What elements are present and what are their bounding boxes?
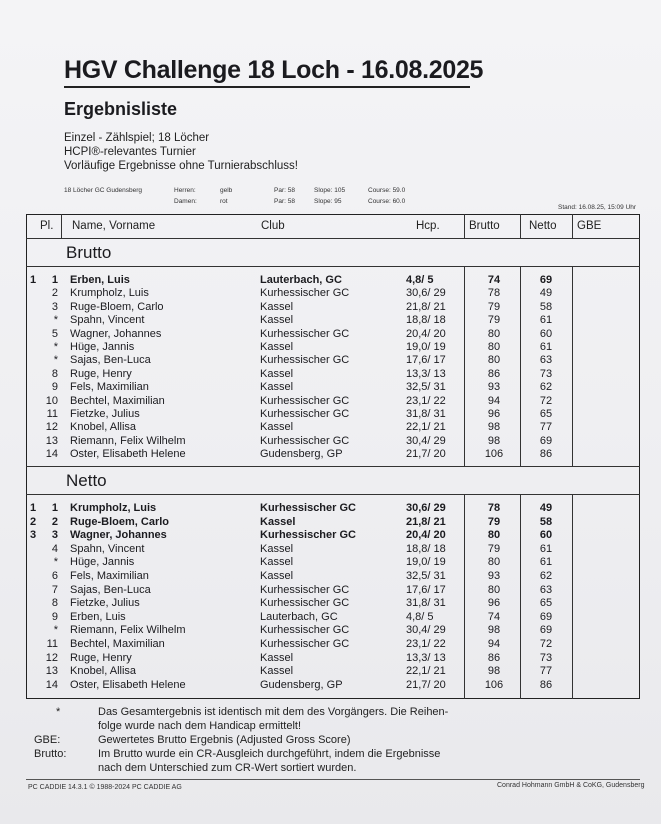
club-name: Kassel (260, 542, 294, 555)
netto-score: 60 (539, 529, 553, 542)
player-name: Hüge, Jannis (70, 341, 135, 353)
col-header-gbe: GBE (577, 220, 602, 232)
table-row (26, 665, 640, 679)
player-name: Erben, Luis (70, 610, 126, 623)
club-name: Kurhessischer GC (260, 502, 356, 514)
netto-score: 86 (539, 678, 553, 691)
netto-score: 65 (539, 408, 553, 420)
brutto-score: 80 (487, 341, 501, 353)
brutto-score: 98 (487, 665, 501, 678)
handicap: 31,8/ 31 (406, 408, 446, 420)
damen-label: Damen: (174, 198, 197, 205)
netto-score: 61 (539, 341, 553, 353)
table-row (26, 354, 640, 368)
handicap: 18,8/ 18 (406, 314, 446, 327)
brutto-score: 96 (487, 408, 501, 420)
player-name: Erben, Luis (70, 274, 130, 286)
netto-score: 61 (539, 314, 553, 327)
club-name: Kassel (260, 381, 294, 394)
damen-course: Course: 60.0 (368, 198, 406, 205)
col-header-hcp: Hcp. (416, 220, 440, 232)
brutto-score: 80 (487, 354, 501, 367)
page-subtitle: Ergebnisliste (64, 99, 178, 119)
table-row (26, 287, 640, 301)
page-title: HGV Challenge 18 Loch - 16.08.2025 (64, 56, 484, 84)
rank: 3 (51, 300, 58, 313)
netto-score: 77 (539, 665, 553, 678)
herren-course: Course: 59.0 (368, 187, 406, 194)
player-name: Fels, Maximilian (70, 570, 149, 582)
rank: * (53, 314, 58, 327)
player-name: Oster, Elisabeth Helene (70, 678, 186, 691)
rank: 5 (51, 327, 58, 340)
info-line-mode: Einzel - Zählspiel; 18 Löcher (64, 132, 210, 144)
handicap: 31,8/ 31 (406, 597, 446, 610)
table-row (26, 584, 640, 598)
table-row (26, 543, 640, 557)
rank-total: 2 (30, 515, 37, 528)
table-row (26, 395, 640, 409)
handicap: 13,3/ 13 (406, 651, 446, 664)
table-row (26, 679, 640, 693)
rank: 14 (45, 448, 58, 461)
table-mid-divider (26, 466, 640, 467)
player-name: Fietzke, Julius (70, 408, 140, 420)
course-name: 18 Löcher GC Gudensberg (64, 187, 143, 194)
table-row (26, 421, 640, 435)
brutto-score: 78 (487, 287, 501, 300)
club-name: Kurhessischer GC (260, 529, 356, 542)
club-name: Kassel (260, 570, 294, 582)
handicap: 17,6/ 17 (406, 354, 446, 367)
handicap: 32,5/ 31 (406, 570, 446, 582)
brutto-score: 98 (487, 624, 501, 637)
rank: 12 (45, 651, 58, 664)
col-header-club: Club (261, 220, 285, 232)
netto-score: 69 (539, 434, 553, 447)
table-row (26, 328, 640, 342)
player-name: Knobel, Allisa (70, 665, 137, 678)
handicap: 21,7/ 20 (406, 678, 446, 691)
brutto-score: 98 (487, 434, 501, 447)
table-row (26, 381, 640, 395)
brutto-section-divider (26, 266, 640, 267)
col-divider-pl (61, 214, 62, 238)
brutto-score: 74 (487, 274, 501, 286)
handicap: 19,0/ 19 (406, 341, 446, 353)
club-name: Kurhessischer GC (260, 394, 350, 407)
rank: 13 (45, 434, 58, 447)
software-credit: PC CADDIE 14.3.1 © 1988-2024 PC CADDIE AG (28, 784, 182, 791)
netto-score: 73 (539, 651, 553, 664)
rank: 6 (51, 570, 58, 582)
brutto-score: 78 (487, 502, 501, 514)
table-row (26, 408, 640, 422)
table-row (26, 652, 640, 666)
club-name: Lauterbach, GC (260, 610, 338, 623)
table-row (26, 502, 640, 516)
handicap: 20,4/ 20 (406, 529, 446, 542)
rank: 8 (51, 597, 58, 610)
netto-score: 58 (539, 300, 553, 313)
handicap: 18,8/ 18 (406, 542, 446, 555)
table-row (26, 638, 640, 652)
brutto-score: 96 (487, 597, 501, 610)
brutto-score: 80 (487, 327, 501, 340)
brutto-score: 79 (487, 314, 501, 327)
netto-score: 58 (539, 515, 553, 528)
brutto-score: 86 (487, 367, 501, 380)
col-header-name: Name, Vorname (72, 220, 156, 232)
club-name: Kurhessischer GC (260, 583, 350, 596)
handicap: 23,1/ 22 (406, 394, 446, 407)
brutto-score: 80 (487, 529, 501, 542)
handicap: 32,5/ 31 (406, 381, 446, 394)
netto-score: 63 (539, 583, 553, 596)
netto-score: 73 (539, 367, 553, 380)
player-name: Wagner, Johannes (70, 327, 162, 340)
col-divider-brutto-h (520, 214, 521, 238)
brutto-score: 98 (487, 421, 501, 434)
handicap: 23,1/ 22 (406, 638, 446, 650)
section-title-netto: Netto (66, 471, 107, 490)
player-name: Krumpholz, Luis (70, 287, 149, 300)
netto-score: 60 (539, 327, 553, 340)
club-name: Kassel (260, 367, 294, 380)
club-name: Kurhessischer GC (260, 597, 350, 610)
rank: 1 (51, 274, 58, 286)
player-name: Sajas, Ben-Luca (70, 583, 151, 596)
organizer-credit: Conrad Hohmann GmbH & CoKG, Gudensberg (497, 782, 645, 789)
netto-score: 72 (539, 394, 553, 407)
brutto-score: 106 (484, 678, 504, 691)
rank: 8 (51, 367, 58, 380)
handicap: 21,8/ 21 (406, 300, 446, 313)
rank-total: 1 (30, 274, 37, 286)
player-name: Spahn, Vincent (70, 314, 145, 327)
rank: * (53, 354, 58, 367)
netto-score: 61 (539, 542, 553, 555)
rank: 10 (45, 394, 58, 407)
handicap: 4,8/ 5 (406, 274, 434, 286)
rank: 12 (45, 421, 58, 434)
footnote-gbe-text: Gewertetes Brutto Ergebnis (Adjusted Gross Score) (98, 734, 351, 746)
rank: * (53, 341, 58, 353)
footnote-gbe-key: GBE: (34, 734, 61, 746)
brutto-score: 86 (487, 651, 501, 664)
club-name: Kassel (260, 421, 294, 434)
club-name: Kurhessischer GC (260, 434, 350, 447)
club-name: Lauterbach, GC (260, 274, 342, 286)
damen-slope: Slope: 95 (314, 198, 342, 205)
club-name: Kurhessischer GC (260, 638, 350, 650)
brutto-score: 79 (487, 515, 501, 528)
table-row (26, 570, 640, 584)
rank: 4 (51, 542, 58, 555)
netto-score: 61 (539, 556, 553, 569)
brutto-score: 94 (487, 638, 501, 650)
handicap: 4,8/ 5 (406, 610, 434, 623)
brutto-score: 80 (487, 556, 501, 569)
netto-score: 72 (539, 638, 553, 650)
netto-score: 69 (539, 624, 553, 637)
netto-score: 62 (539, 570, 553, 582)
club-name: Kurhessischer GC (260, 354, 350, 367)
info-line-preliminary: Vorläufige Ergebnisse ohne Turnierabschluss! (64, 160, 298, 172)
player-name: Ruge, Henry (70, 367, 132, 380)
damen-tee: rot (220, 198, 228, 205)
rank: * (53, 624, 58, 637)
rank-total: 1 (30, 502, 37, 514)
col-divider-hcp-h (464, 214, 465, 238)
club-name: Gudensberg, GP (260, 678, 343, 691)
player-name: Ruge-Bloem, Carlo (70, 300, 164, 313)
handicap: 20,4/ 20 (406, 327, 446, 340)
footnote-brutto-line1: Im Brutto wurde ein CR-Ausgleich durchgeführt, indem die Ergebnisse (98, 748, 441, 760)
damen-par: Par: 58 (274, 198, 295, 205)
player-name: Ruge, Henry (70, 651, 132, 664)
netto-score: 49 (539, 287, 553, 300)
header-divider (26, 238, 640, 239)
club-name: Kurhessischer GC (260, 287, 350, 300)
rank: 7 (51, 583, 58, 596)
player-name: Riemann, Felix Wilhelm (70, 434, 186, 447)
handicap: 30,4/ 29 (406, 434, 446, 447)
footnote-brutto-line2: nach dem Unterschied zum CR-Wert sortiert wurden. (98, 762, 357, 774)
brutto-score: 94 (487, 394, 501, 407)
handicap: 22,1/ 21 (406, 665, 446, 678)
player-name: Knobel, Allisa (70, 421, 137, 434)
player-name: Spahn, Vincent (70, 542, 145, 555)
player-name: Fels, Maximilian (70, 381, 149, 394)
club-name: Kassel (260, 314, 294, 327)
rank: 2 (51, 287, 58, 300)
netto-score: 49 (539, 502, 553, 514)
brutto-score: 79 (487, 300, 501, 313)
handicap: 30,6/ 29 (406, 287, 446, 300)
rank: * (53, 556, 58, 569)
player-name: Bechtel, Maximilian (70, 638, 165, 650)
col-divider-netto-h (572, 214, 573, 238)
player-name: Hüge, Jannis (70, 556, 135, 569)
club-name: Kurhessischer GC (260, 624, 350, 637)
brutto-score: 106 (484, 448, 504, 461)
table-row (26, 435, 640, 449)
club-name: Kassel (260, 665, 294, 678)
player-name: Wagner, Johannes (70, 529, 167, 542)
handicap: 19,0/ 19 (406, 556, 446, 569)
herren-par: Par: 58 (274, 187, 295, 194)
table-row (26, 301, 640, 315)
club-name: Kassel (260, 556, 294, 569)
table-row (26, 529, 640, 543)
brutto-score: 93 (487, 570, 501, 582)
col-header-brutto: Brutto (469, 220, 500, 232)
table-row (26, 611, 640, 625)
player-name: Krumpholz, Luis (70, 502, 157, 514)
club-name: Kassel (260, 341, 294, 353)
brutto-score: 79 (487, 542, 501, 555)
rank: 9 (51, 381, 58, 394)
rank: 2 (51, 515, 58, 528)
player-name: Oster, Elisabeth Helene (70, 448, 186, 461)
info-line-hcpi: HCPI®-relevantes Turnier (64, 146, 196, 158)
netto-score: 63 (539, 354, 553, 367)
title-underline (64, 86, 470, 88)
rank: 3 (51, 529, 58, 542)
rank-total: 3 (30, 529, 37, 542)
handicap: 21,8/ 21 (406, 515, 446, 528)
netto-score: 86 (539, 448, 553, 461)
club-name: Kassel (260, 515, 296, 528)
player-name: Ruge-Bloem, Carlo (70, 515, 170, 528)
footnote-star-line1: Das Gesamtergebnis ist identisch mit dem des Vorgängers. Die Reihen- (98, 706, 449, 718)
rank: 9 (51, 610, 58, 623)
brutto-score: 93 (487, 381, 501, 394)
stand-timestamp: Stand: 16.08.25, 15:09 Uhr (558, 204, 637, 211)
netto-score: 65 (539, 597, 553, 610)
netto-score: 62 (539, 381, 553, 394)
player-name: Riemann, Felix Wilhelm (70, 624, 186, 637)
handicap: 13,3/ 13 (406, 367, 446, 380)
netto-score: 77 (539, 421, 553, 434)
player-name: Sajas, Ben-Luca (70, 354, 151, 367)
handicap: 30,4/ 29 (406, 624, 446, 637)
herren-tee: gelb (220, 187, 233, 194)
table-row (26, 274, 640, 288)
rank: 14 (45, 678, 58, 691)
footnote-brutto-key: Brutto: (34, 748, 67, 760)
table-row (26, 516, 640, 530)
herren-label: Herren: (174, 187, 196, 194)
table-row (26, 341, 640, 355)
club-name: Kurhessischer GC (260, 408, 350, 420)
handicap: 21,7/ 20 (406, 448, 446, 461)
netto-score: 69 (539, 274, 553, 286)
player-name: Fietzke, Julius (70, 597, 140, 610)
player-name: Bechtel, Maximilian (70, 394, 165, 407)
table-row (26, 597, 640, 611)
section-title-brutto: Brutto (66, 243, 112, 262)
footnote-star-key: * (56, 706, 61, 718)
netto-score: 69 (539, 610, 553, 623)
col-header-pl: Pl. (40, 220, 54, 232)
table-row (26, 556, 640, 570)
club-name: Gudensberg, GP (260, 448, 343, 461)
rank: 11 (46, 638, 58, 650)
col-header-netto: Netto (529, 220, 557, 232)
herren-slope: Slope: 105 (314, 187, 346, 194)
table-row (26, 368, 640, 382)
brutto-score: 80 (487, 583, 501, 596)
table-row (26, 448, 640, 462)
handicap: 17,6/ 17 (406, 583, 446, 596)
rank: 13 (45, 665, 58, 678)
netto-section-divider (26, 494, 640, 495)
table-row (26, 314, 640, 328)
rank: 1 (51, 502, 58, 514)
footer-divider (26, 779, 640, 780)
rank: 11 (46, 408, 58, 420)
footnote-star-line2: folge wurde nach dem Handicap ermittelt! (98, 720, 301, 732)
brutto-score: 74 (487, 610, 501, 623)
handicap: 30,6/ 29 (406, 502, 446, 514)
club-name: Kurhessischer GC (260, 327, 350, 340)
club-name: Kassel (260, 300, 294, 313)
table-row (26, 624, 640, 638)
club-name: Kassel (260, 651, 294, 664)
handicap: 22,1/ 21 (406, 421, 446, 434)
